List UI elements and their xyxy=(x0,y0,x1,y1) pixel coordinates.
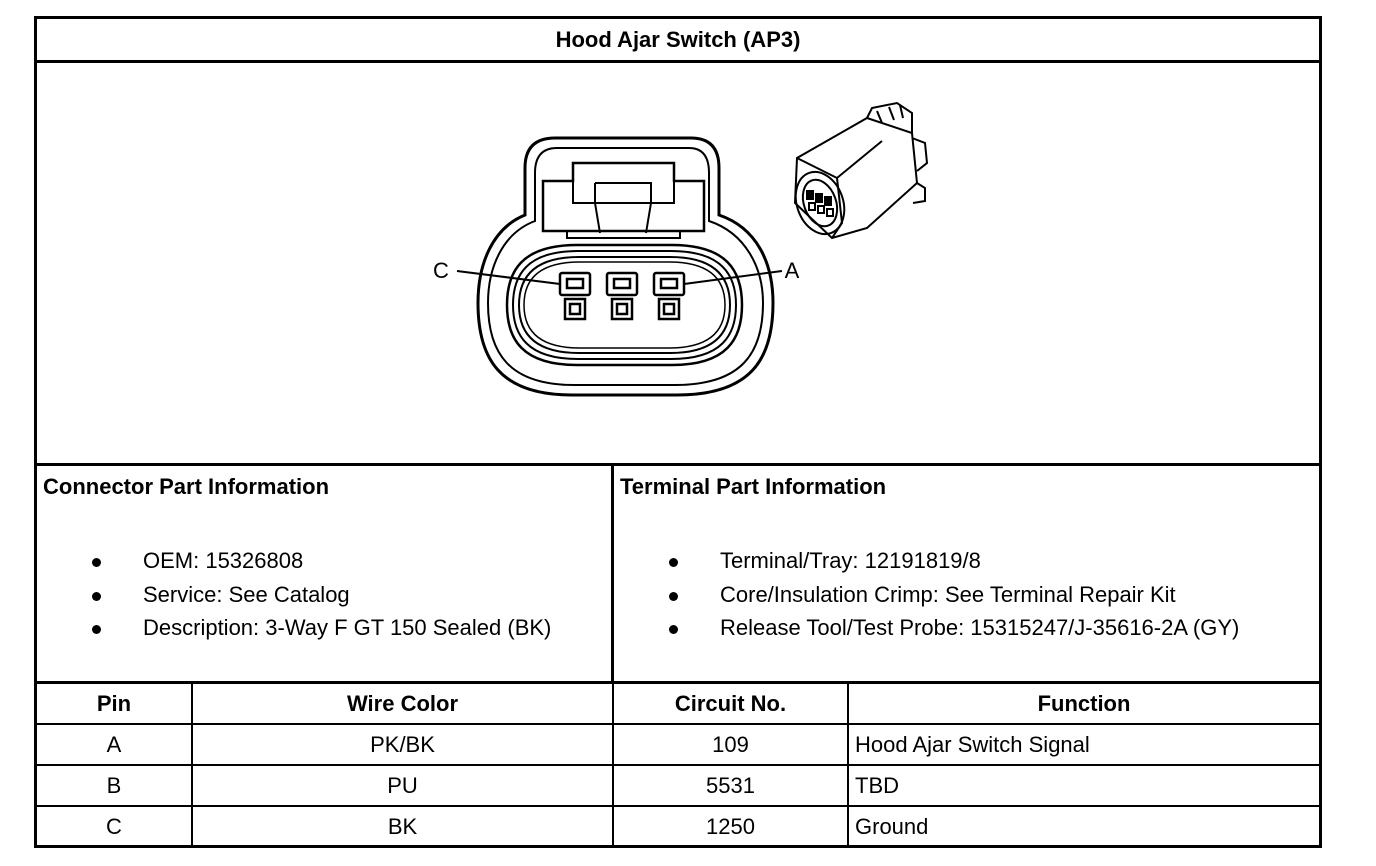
table-row xyxy=(37,724,1319,765)
pin-label-a: A xyxy=(784,258,800,283)
header-pin: Pin xyxy=(37,684,192,724)
table-row xyxy=(37,806,1319,846)
connector-part-information xyxy=(37,466,614,681)
bullet-icon xyxy=(92,558,101,567)
connector-sheet xyxy=(34,16,1322,848)
bullet-icon xyxy=(669,625,678,634)
list-item: Terminal/Tray: 12191819/8 xyxy=(614,544,1239,578)
list-item: Service: See Catalog xyxy=(37,578,551,612)
pin-cavities xyxy=(560,273,684,319)
terminal-info-list xyxy=(614,544,1239,645)
function-cell: TBD xyxy=(848,765,1319,806)
connector-latch xyxy=(543,163,704,231)
header-wire-color: Wire Color xyxy=(192,684,613,724)
circuit-no-cell: 1250 xyxy=(613,806,848,846)
list-item: Core/Insulation Crimp: See Terminal Repair Kit xyxy=(614,578,1239,612)
part-information-row xyxy=(37,466,1319,684)
terminal-part-information xyxy=(614,466,1319,681)
pin-table-header-row xyxy=(37,684,1319,724)
connector-figure xyxy=(37,63,1319,466)
connector-info-list xyxy=(37,544,551,645)
pin-cell: A xyxy=(37,724,192,765)
pin-cavity-b xyxy=(607,273,637,295)
bullet-icon xyxy=(92,592,101,601)
table-row xyxy=(37,765,1319,806)
wire-color-cell: PK/BK xyxy=(192,724,613,765)
list-item: OEM: 15326808 xyxy=(37,544,551,578)
header-function: Function xyxy=(848,684,1319,724)
list-item: Description: 3-Way F GT 150 Sealed (BK) xyxy=(37,611,551,645)
pin-c-leader xyxy=(457,271,560,284)
bullet-icon xyxy=(92,625,101,634)
pin-cell: B xyxy=(37,765,192,806)
connector-isometric-illustration xyxy=(787,103,927,241)
pin-table xyxy=(37,684,1319,846)
header-circuit-no: Circuit No. xyxy=(613,684,848,724)
pin-cavity-c xyxy=(560,273,590,295)
page-title: Hood Ajar Switch (AP3) xyxy=(37,19,1319,63)
pin-cavity-a xyxy=(654,273,684,295)
wire-color-cell: PU xyxy=(192,765,613,806)
list-item: Release Tool/Test Probe: 15315247/J-35616-2A (GY) xyxy=(614,611,1239,645)
pin-cell: C xyxy=(37,806,192,846)
function-cell: Ground xyxy=(848,806,1319,846)
function-cell: Hood Ajar Switch Signal xyxy=(848,724,1319,765)
connector-housing-outline xyxy=(478,138,773,395)
bullet-icon xyxy=(669,592,678,601)
terminal-info-heading: Terminal Part Information xyxy=(620,474,887,499)
wire-color-cell: BK xyxy=(192,806,613,846)
connector-face-drawing xyxy=(37,63,1319,463)
bullet-icon xyxy=(669,558,678,567)
pin-label-c: C xyxy=(433,258,449,283)
connector-info-heading: Connector Part Information xyxy=(43,474,330,499)
circuit-no-cell: 109 xyxy=(613,724,848,765)
circuit-no-cell: 5531 xyxy=(613,765,848,806)
